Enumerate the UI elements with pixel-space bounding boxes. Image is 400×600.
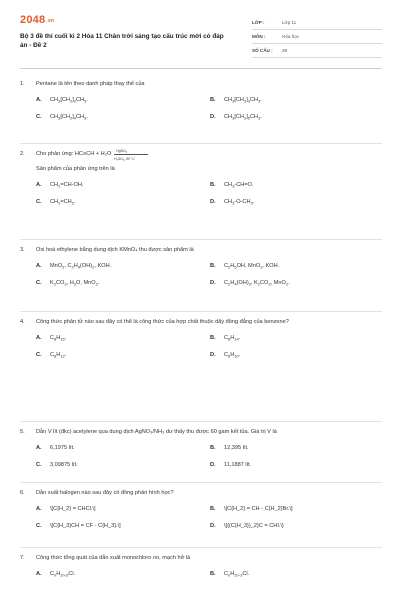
meta-value: 28 <box>282 48 288 53</box>
header-divider <box>20 68 382 69</box>
meta-label: MÔN : <box>252 34 266 39</box>
answer-option-c[interactable] <box>36 351 66 361</box>
option-text: $CH_2=CH_2$. <box>50 199 76 206</box>
option-text: $CH_3-O-CH_3$. <box>224 199 255 206</box>
answer-option-b[interactable] <box>210 181 253 191</box>
question-text <box>20 428 382 437</box>
option-text: $C_2H_5OH$, MnO$_2$, KOH. <box>224 263 280 270</box>
question-4 <box>20 318 382 360</box>
option-label: C. <box>36 523 42 529</box>
question-text <box>20 246 382 255</box>
question-number: 3. <box>20 247 25 253</box>
answer-option-a[interactable] <box>36 181 83 191</box>
question-body: Oxi hoá ethylene bằng dung dịch KMnO₄ thu được sản phẩm là <box>36 247 194 253</box>
answer-options <box>20 444 382 470</box>
option-label: C. <box>36 199 42 205</box>
question-number: 1. <box>20 81 25 87</box>
answer-option-b[interactable] <box>210 570 249 580</box>
option-label: B. <box>210 182 216 188</box>
answer-option-b[interactable] <box>210 444 249 452</box>
question-body: Cho phản ứng: HC≡CH + H₂O HgSO₄ H₂SO₄, 80 °C <box>36 150 382 159</box>
meta-value: Lớp 11 <box>282 20 297 25</box>
question-text <box>20 150 382 159</box>
logo-text: 2048 <box>20 14 46 26</box>
question-3 <box>20 246 382 288</box>
question-7 <box>20 554 382 580</box>
option-text: $CH_3[CH_2]_3CH_3$. <box>224 97 262 104</box>
option-text: MnO$_2$, $C_2H_4(OH)_2$, KOH. <box>50 263 112 270</box>
option-text: $C_nH_{2n-5}Cl$. <box>50 571 76 578</box>
option-text: \[{(C{H_3})_2}C = CHI.\] <box>224 523 284 529</box>
logo-suffix: .vn <box>46 18 55 24</box>
option-text: $C_8H_{12}$. <box>50 352 67 359</box>
option-label: A. <box>36 335 42 341</box>
answer-option-d[interactable] <box>210 113 262 123</box>
question-body: Công thức phân tử nào sau đây có thể là công thức của hợp chất thuộc dãy đồng đẳng của benzene? <box>36 319 289 325</box>
meta-label: SỐ CÂU : <box>252 48 273 53</box>
answer-options <box>20 334 382 360</box>
option-label: D. <box>210 199 216 205</box>
option-label: B. <box>210 335 216 341</box>
option-text: $C_nH_{2n-3}Cl$. <box>224 571 250 578</box>
question-1 <box>20 80 382 122</box>
question-separator <box>20 482 382 483</box>
answer-options <box>20 96 382 122</box>
question-text-continued <box>20 165 382 174</box>
question-text <box>20 80 382 89</box>
answer-option-d[interactable] <box>210 198 254 208</box>
option-text: $CH_3[CH_2]_5CH_3$. <box>224 114 262 121</box>
answer-option-d[interactable] <box>210 279 290 289</box>
question-5 <box>20 428 382 470</box>
answer-option-a[interactable] <box>36 96 88 106</box>
reaction-condition-bottom: H₂SO₄, 80 °C <box>114 157 135 161</box>
option-label: A. <box>36 506 42 512</box>
answer-options <box>20 505 382 531</box>
answer-option-c[interactable] <box>36 113 88 123</box>
option-text: \[C{H_2} = CHCl.\] <box>50 506 96 512</box>
question-body: Pentane là tên theo danh pháp thay thế của <box>36 81 145 87</box>
option-text: 6,1975 lít. <box>50 445 75 451</box>
question-body: Sản phẩm của phản ứng trên là <box>36 166 115 172</box>
option-label: A. <box>36 571 42 577</box>
option-text: $C_2H_4(OH)_2$, $K_2CO_3$, MnO$_2$. <box>224 280 290 287</box>
option-label: C. <box>36 462 42 468</box>
meta-row-count <box>252 44 382 58</box>
answer-option-d[interactable] <box>210 461 251 469</box>
answer-option-c[interactable] <box>36 461 78 469</box>
meta-value: Hóa học <box>282 34 300 39</box>
document-title: Bộ 3 đề thi cuối kì 2 Hóa 11 Chân trời sáng tạo cấu trúc mới có đáp án - Đề 2 <box>20 33 224 49</box>
option-label: D. <box>210 352 216 358</box>
answer-option-b[interactable] <box>210 262 279 272</box>
option-label: C. <box>36 352 42 358</box>
meta-row-subject <box>252 30 382 44</box>
question-separator <box>20 547 382 548</box>
option-label: B. <box>210 571 216 577</box>
option-label: B. <box>210 263 216 269</box>
option-text: 3,09875 lít. <box>50 462 78 468</box>
question-number: 6. <box>20 490 25 496</box>
option-text: $C_8H_{10}$. <box>224 352 241 359</box>
question-body: Dẫn xuất halogen nào sau đây có đồng phân hình học? <box>36 490 174 496</box>
option-text: 11,1887 lít. <box>224 462 252 468</box>
option-label: D. <box>210 114 216 120</box>
answer-options <box>20 262 382 288</box>
question-body: Dẫn V lít (đkc) acetylene qua dung dịch AgNO₃/NH₃ dư thấy thu được 60 gam kết tủa. Giá trị V là <box>36 429 277 435</box>
option-label: A. <box>36 182 42 188</box>
question-number: 5. <box>20 429 25 435</box>
question-text <box>20 318 382 327</box>
option-label: D. <box>210 462 216 468</box>
answer-option-d[interactable] <box>210 522 284 530</box>
answer-option-a[interactable] <box>36 262 111 272</box>
option-text: $C_8H_{16}$. <box>50 335 67 342</box>
option-label: A. <box>36 263 42 269</box>
option-text: \[C{H_3}CH = CF - C{H_3}.\] <box>50 523 121 529</box>
meta-row-class <box>252 16 382 30</box>
option-text: $CH_3[CH_2]_2CH_3$. <box>50 97 88 104</box>
option-label: D. <box>210 523 216 529</box>
answer-option-b[interactable] <box>210 334 240 344</box>
option-text: $C_8H_{14}$. <box>224 335 241 342</box>
option-label: C. <box>36 280 42 286</box>
answer-option-d[interactable] <box>210 351 240 361</box>
meta-label: LỚP : <box>252 20 265 25</box>
question-text <box>20 554 382 563</box>
option-text: \[C{H_2} = CH - C{H_2}Br.\] <box>224 506 293 512</box>
spacer <box>20 165 36 174</box>
question-separator <box>20 239 382 240</box>
option-label: C. <box>36 114 42 120</box>
option-label: D. <box>210 280 216 286</box>
question-number: 2. <box>20 151 25 157</box>
reaction-arrow <box>114 150 150 159</box>
answer-options <box>20 181 382 207</box>
option-text: 12,395 lít. <box>224 445 249 451</box>
option-label: B. <box>210 97 216 103</box>
question-6 <box>20 489 382 531</box>
question-number: 7. <box>20 555 25 561</box>
question-2 <box>20 150 382 207</box>
answer-option-a[interactable] <box>36 570 75 580</box>
answer-options <box>20 570 382 580</box>
question-number: 4. <box>20 319 25 325</box>
option-label: A. <box>36 445 42 451</box>
answer-option-c[interactable] <box>36 279 99 289</box>
answer-option-a[interactable] <box>36 334 66 344</box>
question-separator <box>20 311 382 312</box>
option-label: B. <box>210 445 216 451</box>
answer-option-b[interactable] <box>210 96 262 106</box>
answer-option-c[interactable] <box>36 522 121 530</box>
answer-option-c[interactable] <box>36 198 75 208</box>
option-text: $CH_2=CH-OH$. <box>50 182 84 189</box>
question-text <box>20 489 382 498</box>
option-text: $CH_3-CH=O$. <box>224 182 254 189</box>
option-text: $K_2CO_3$, $H_2O$, MnO$_2$. <box>50 280 100 287</box>
reaction-condition-top: HgSO₄ <box>116 149 127 153</box>
option-label: B. <box>210 506 216 512</box>
answer-option-a[interactable] <box>36 505 96 513</box>
question-body: Công thức tổng quát của dẫn xuất monochloro no, mạch hở là <box>36 555 191 561</box>
answer-option-a[interactable] <box>36 444 75 452</box>
question-separator <box>20 421 382 422</box>
option-text: $CH_3[CH_2]_4CH_3$. <box>50 114 88 121</box>
meta-table <box>252 16 382 58</box>
site-logo[interactable] <box>20 14 54 26</box>
option-label: A. <box>36 97 42 103</box>
question-separator <box>20 143 382 144</box>
answer-option-b[interactable] <box>210 505 293 513</box>
